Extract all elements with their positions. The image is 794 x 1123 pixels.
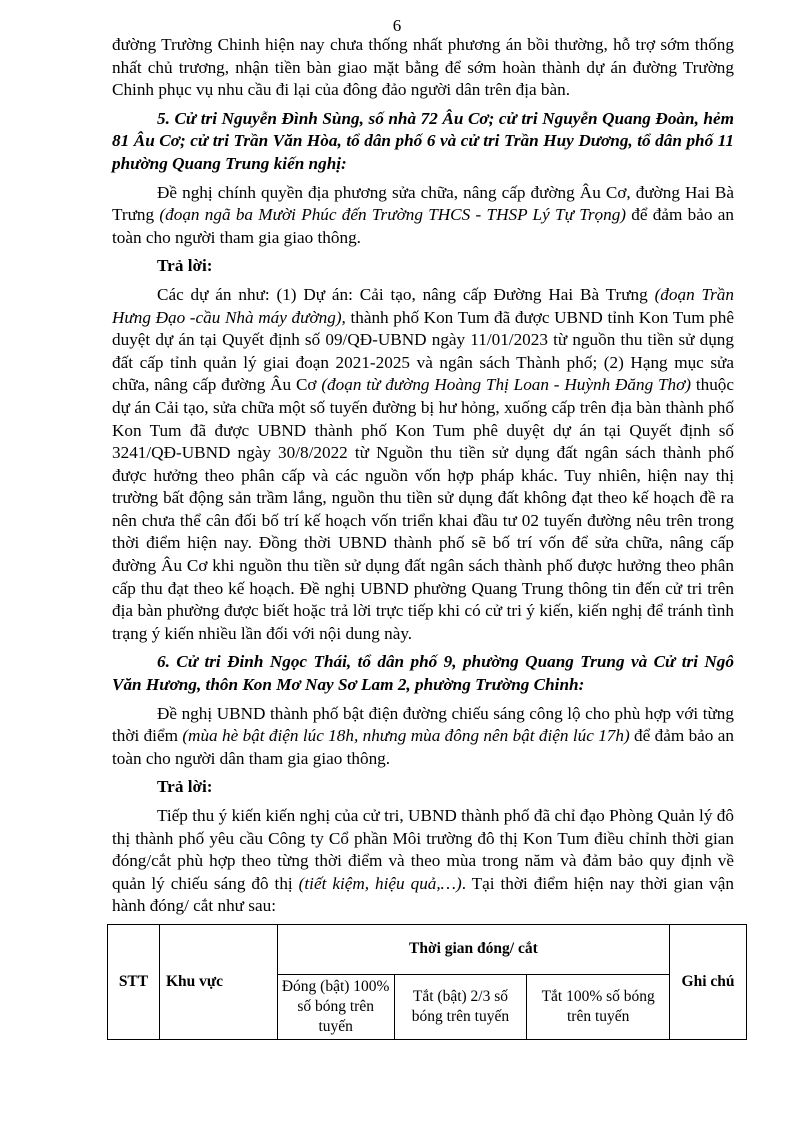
section-6-answer	[112, 805, 734, 918]
section-5-answer	[112, 284, 734, 646]
subheader-on-all: Đóng (bật) 100% số bóng trên tuyến	[277, 974, 394, 1039]
answer-text: thuộc dự án Cải tạo, sửa chữa một số tuyến đường bị hư hỏng, xuống cấp trên địa bàn thành phố Kon Tum đã được UBND thành phố Kon Tum phê duyệt dự án tại Quyết định số 3241/QĐ-UBND ngày 30/8/2022 từ Nguồn thu tiền sử dụng đất ngân sách thành phố được hưởng theo phân cấp và các nguồn vốn hợp pháp khác. Tuy nhiên, hiện nay thị trường bất động sản trầm lắng, nguồn thu tiền sử dụng đất không đạt theo kế hoạch đề ra nên chưa thể cân đối bố trí kế hoạch vốn triển khai đầu tư 02 tuyến đường nêu trên trong thời điểm hiện nay. Đồng thời UBND thành phố sẽ bố trí vốn để sửa chữa, nâng cấp đường Âu Cơ khi nguồn thu tiền sử dụng đất ngân sách thành phố được hưởng theo phân cấp thu đạt theo kế hoạch. Đề nghị UBND phường Quang Trung thông tin đến cử tri trên địa bàn phường được biết hoặc trả lời trực tiếp khi có cử tri ý kiến, kiến nghị để tránh tình trạng ý kiến nhiều lần đối với nội dung này.	[112, 375, 735, 643]
lighting-schedule-table	[107, 924, 747, 1040]
answer-text-end: . Tại thời điểm hiện nay thời gian vận hành đóng/ cắt như sau:	[112, 873, 734, 916]
header-note: Ghi chú	[670, 924, 747, 1039]
page-content	[112, 34, 734, 1040]
answer-text: thành phố Kon Tum đã được UBND tỉnh Kon Tum phê duyệt dự án tại Quyết định số 09/QĐ-UBND ngày 11/01/2023 từ nguồn thu tiền sử dụng đất cấp tỉnh quản lý giai đoạn 2021-2025 và ngân sách Thành phố; (2) Hạng mục sửa chữa, nâng cấp đường Âu Cơ	[112, 307, 734, 395]
page-number: 6	[392, 16, 402, 35]
answer-text: Tiếp thu ý kiến kiến nghị của cử tri, UBND thành phố đã chỉ đạo Phòng Quản lý đô thị thành phố yêu cầu Công ty Cổ phần Môi trường đô thị Kon Tum điều chỉnh thời gian đóng/cắt phù hợp theo từng thời điểm và theo mùa trong năm và đảm bảo quy định về quản lý chiếu sáng đô thị	[112, 806, 734, 893]
section-5-answer-label: Trả lời:	[157, 256, 213, 276]
section-5-heading: 5. Cử tri Nguyễn Đình Sùng, số nhà 72 Âu Cơ; cử tri Nguyễn Quang Đoàn, hẻm 81 Âu Cơ; cử tri Trần Văn Hòa, tổ dân phố 6 và cử tri Trần Huy Dương, tổ dân phố 11 phường Quang Trung kiến nghị:	[112, 108, 734, 173]
answer-italic: (đoạn Trần Hưng Đạo -cầu Nhà máy đường),	[112, 284, 734, 327]
request-text-end: để đảm bảo an toàn cho người dân tham gia giao thông.	[112, 726, 734, 768]
request-text: Đề nghị chính quyền địa phương sửa chữa, nâng cấp đường Âu Cơ, đường Hai Bà Trưng	[112, 182, 734, 225]
request-italic: (đoạn ngã ba Mười Phúc đến Trường THCS - THSP Lý Tự Trọng)	[159, 205, 627, 225]
section-5-request	[112, 182, 734, 250]
header-area: Khu vực	[159, 924, 277, 1039]
subheader-off-two-thirds: Tắt (bật) 2/3 số bóng trên tuyến	[394, 974, 527, 1039]
header-time-group: Thời gian đóng/ cắt	[277, 924, 669, 974]
section-6-heading: 6. Cử tri Đinh Ngọc Thái, tổ dân phố 9, phường Quang Trung và Cử tri Ngô Văn Hương, thôn Kon Mơ Nay Sơ Lam 2, phường Trường Chinh:	[112, 652, 734, 695]
request-text-end: để đảm bảo an toàn cho người tham gia giao thông.	[112, 205, 734, 247]
intro-paragraph: đường Trường Chinh hiện nay chưa thống nhất phương án bồi thường, hỗ trợ sớm thống nhất chủ trương, nhận tiền bàn giao mặt bằng để sớm hoàn thành dự án đường Trường Chinh phục vụ nhu cầu đi lại của đông đảo người dân trên địa bàn.	[112, 35, 734, 100]
table-header-row	[108, 924, 747, 974]
request-text: Đề nghị UBND thành phố bật điện đường chiếu sáng công lộ cho phù hợp với từng thời điểm	[112, 703, 734, 746]
header-stt: STT	[108, 924, 160, 1039]
answer-italic: (tiết kiệm, hiệu quả,…)	[298, 873, 462, 893]
answer-text: Các dự án như: (1) Dự án: Cải tạo, nâng cấp Đường Hai Bà Trưng	[157, 284, 655, 304]
subheader-off-all: Tắt 100% số bóng trên tuyến	[527, 974, 670, 1039]
answer-italic: (đoạn từ đường Hoàng Thị Loan - Huỳnh Đăng Thơ)	[321, 375, 692, 395]
request-italic: (mùa hè bật điện lúc 18h, nhưng mùa đông nên bật điện lúc 17h)	[182, 726, 630, 746]
section-6-request	[112, 703, 734, 771]
section-6-answer-label: Trả lời:	[157, 777, 213, 797]
